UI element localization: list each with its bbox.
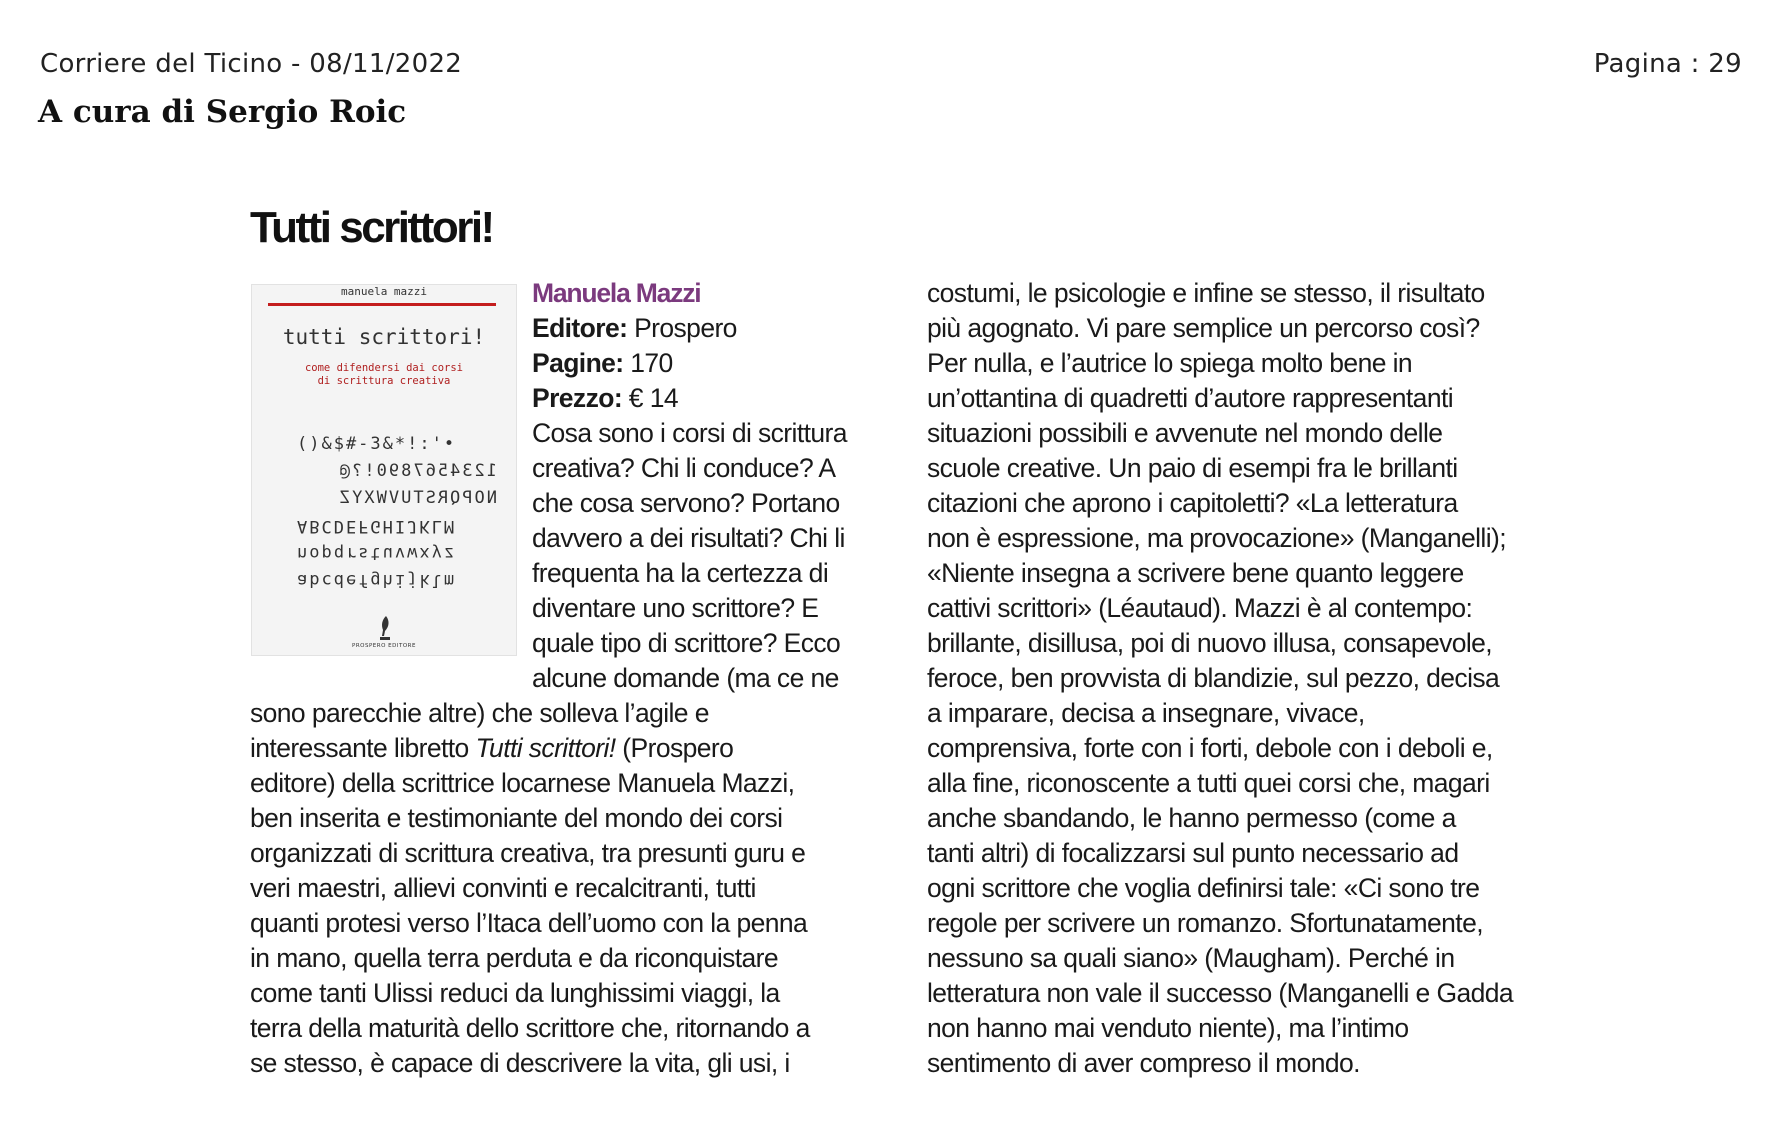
page-number: Pagina : 29 — [1593, 49, 1742, 79]
cover-glyph-row: ABCDEFGHIJKLM — [297, 516, 457, 536]
text-line: organizzati di scrittura creativa, tra presunti guru e — [250, 838, 806, 868]
cover-title: tutti scrittori! — [282, 325, 486, 349]
byline-author: Manuela Mazzi — [532, 278, 701, 308]
article-column-1-continued — [250, 696, 890, 1081]
text-span: interessante libretto — [250, 733, 476, 763]
pages-value: 170 — [623, 348, 673, 378]
text-line: ben inserita e testimoniante del mondo dei corsi — [250, 803, 783, 833]
curator-line: A cura di Sergio Roic — [38, 94, 407, 130]
cover-subtitle-line-2: di scrittura creativa — [317, 375, 451, 387]
text-line: costumi, le psicologie e infine se stesso, il risultato — [927, 278, 1485, 308]
cover-rule — [268, 303, 496, 306]
text-line — [250, 731, 890, 766]
text-line: editore) della scrittrice locarnese Manuela Mazzi, — [250, 768, 795, 798]
text-line: sono parecchie altre) che solleva l’agile e — [250, 698, 709, 728]
price-value: € 14 — [622, 383, 678, 413]
text-line: tanti altri) di focalizzarsi sul punto necessario ad — [927, 838, 1459, 868]
text-line: non hanno mai venduto niente), ma l’intimo — [927, 1013, 1409, 1043]
pages-row — [532, 346, 892, 381]
cover-glyph-row: abcdefghijklm — [297, 570, 457, 590]
text-line: sentimento di aver compreso il mondo. — [927, 1048, 1360, 1078]
text-line: quanti protesi verso l’Itaca dell’uomo con la penna — [250, 908, 808, 938]
text-line: non è espressione, ma provocazione» (Manganelli); — [927, 523, 1506, 553]
text-line: quale tipo di scrittore? Ecco — [532, 628, 841, 658]
text-line: che cosa servono? Portano — [532, 488, 840, 518]
text-line: veri maestri, allievi convinti e recalcitranti, tutti — [250, 873, 756, 903]
text-line: «Niente insegna a scrivere bene quanto leggere — [927, 558, 1464, 588]
text-line: creativa? Chi li conduce? A — [532, 453, 836, 483]
quill-logo-icon — [378, 615, 392, 641]
text-line: cattivi scrittori» (Léautaud). Mazzi è al contempo: — [927, 593, 1473, 623]
text-line: Cosa sono i corsi di scrittura — [532, 418, 847, 448]
cover-publisher: PROSPERO EDITORE — [352, 643, 416, 649]
text-line: anche sbandando, le hanno permesso (come a — [927, 803, 1456, 833]
book-cover — [251, 284, 517, 656]
text-line: comprensiva, forte con i forti, debole con i deboli e, — [927, 733, 1493, 763]
cover-author: manuela mazzi — [340, 285, 428, 298]
cover-subtitle — [252, 362, 516, 388]
publisher-row — [532, 311, 892, 346]
text-line: scuole creative. Un paio di esempi fra le brillanti — [927, 453, 1458, 483]
cover-glyph-row: NOPQRSTUVWXYZ — [337, 488, 497, 508]
text-line: in mano, quella terra perduta e da riconquistare — [250, 943, 779, 973]
publisher-label: Editore: — [532, 313, 628, 343]
text-line: come tanti Ulissi reduci da lunghissimi viaggi, la — [250, 978, 780, 1008]
text-line: terra della maturità dello scrittore che, ritornando a — [250, 1013, 810, 1043]
article-column-2 — [927, 276, 1567, 1081]
text-line: letteratura non vale il successo (Manganelli e Gadda — [927, 978, 1514, 1008]
text-line: diventare uno scrittore? E — [532, 593, 819, 623]
text-line: regole per scrivere un romanzo. Sfortunatamente, — [927, 908, 1483, 938]
text-line: più agognato. Vi pare semplice un percorso così? — [927, 313, 1480, 343]
cover-glyph-row: ()&$#-3&*!:'• — [297, 434, 457, 454]
text-line: situazioni possibili e avvenute nel mondo delle — [927, 418, 1443, 448]
book-title-italic: Tutti scrittori! — [475, 733, 616, 763]
text-line: feroce, ben provvista di blandizie, sul pezzo, decisa — [927, 663, 1500, 693]
cover-subtitle-line-1: come difendersi dai corsi — [304, 362, 464, 374]
text-line: se stesso, è capace di descrivere la vita, gli usi, i — [250, 1048, 790, 1078]
text-line: frequenta ha la certezza di — [532, 558, 829, 588]
text-line: nessuno sa quali siano» (Maugham). Perché in — [927, 943, 1455, 973]
text-line: Per nulla, e l’autrice lo spiega molto bene in — [927, 348, 1413, 378]
cover-glyph-row: 1234567890!?@ — [337, 461, 497, 481]
text-line: a imparare, decisa a insegnare, vivace, — [927, 698, 1365, 728]
text-line: citazioni che aprono i capitoletti? «La letteratura — [927, 488, 1458, 518]
cover-glyph-row: nopqrstuvwxyz — [297, 543, 457, 563]
text-line: ogni scrittore che voglia definirsi tale: «Ci sono tre — [927, 873, 1480, 903]
publisher-value: Prospero — [627, 313, 737, 343]
text-line: davvero a dei risultati? Chi li — [532, 523, 845, 553]
text-span: (Prospero — [615, 733, 734, 763]
article-column-1 — [532, 276, 892, 696]
price-row — [532, 381, 892, 416]
text-line: alcune domande (ma ce ne — [532, 663, 839, 693]
article-title: Tutti scrittori! — [250, 203, 493, 252]
price-label: Prezzo: — [532, 383, 623, 413]
text-line: alla fine, riconoscente a tutti quei corsi che, magari — [927, 768, 1490, 798]
cover-glyph-block — [297, 431, 497, 593]
pages-label: Pagine: — [532, 348, 624, 378]
text-line: brillante, disillusa, poi di nuovo illusa, consapevole, — [927, 628, 1493, 658]
text-line: un’ottantina di quadretti d’autore rappresentanti — [927, 383, 1454, 413]
source-line: Corriere del Ticino - 08/11/2022 — [40, 49, 463, 79]
